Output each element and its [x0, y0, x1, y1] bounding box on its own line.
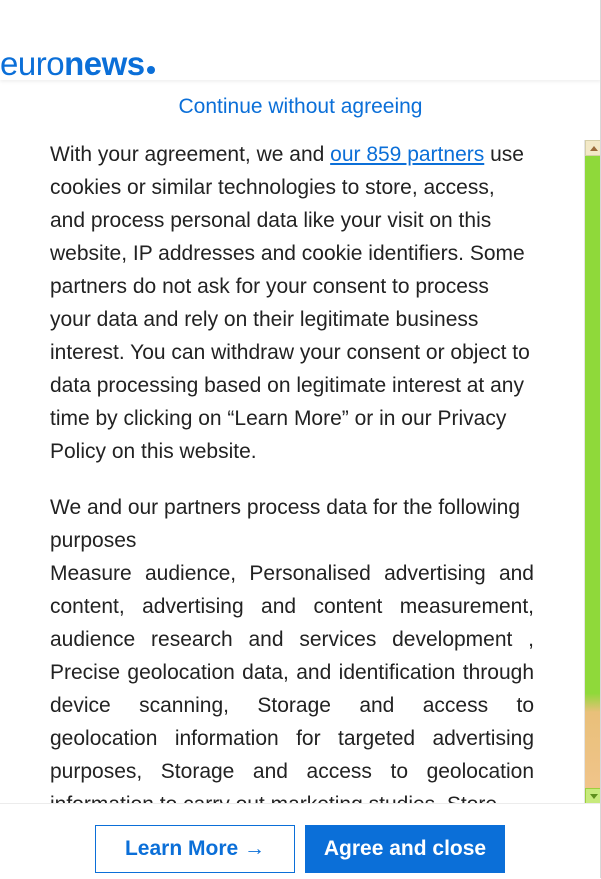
- consent-content: [50, 138, 534, 821]
- arrow-down-icon: [590, 794, 598, 799]
- scroll-down-button[interactable]: [585, 788, 601, 804]
- euronews-logo[interactable]: [0, 44, 155, 84]
- logo-light-text: euro: [0, 45, 65, 82]
- scroll-up-button[interactable]: [585, 140, 601, 156]
- partners-link[interactable]: our 859 partners: [330, 143, 485, 166]
- consent-paragraph: [50, 138, 534, 468]
- scrollbar-thumb[interactable]: [585, 156, 601, 788]
- logo-bold-text: news: [64, 45, 145, 82]
- consent-scroll-area[interactable]: [0, 138, 601, 803]
- site-header: [0, 0, 601, 80]
- logo-dot-icon: [147, 66, 155, 74]
- continue-without-agreeing-link[interactable]: Continue without agreeing: [178, 95, 423, 118]
- agree-and-close-button[interactable]: Agree and close: [305, 825, 505, 873]
- consent-footer: [0, 803, 601, 879]
- learn-more-button[interactable]: Learn More →: [95, 825, 295, 873]
- purposes-list: Measure audience, Personalised advertising and content, advertising and content measurement, audience research and services development , Precise geolocation data, and identification through device scanning, Storage and access to geolocation information for targeted advertising purposes, Storage and access to geolocation: [50, 562, 534, 783]
- purposes-heading: We and our partners process data for the following purposes: [50, 496, 521, 552]
- arrow-up-icon: [590, 146, 598, 151]
- consent-text-start: With your agreement, we and: [50, 143, 331, 166]
- consent-text-rest: use cookies or similar technologies to store, access, and process personal data like your visit on this website, IP addresses and cookie identifiers. Some partners do not ask for your consent to process your data and rely on their legitimate business interest. You can withdraw your consent or object to data processing based on legitimate interest at any time by clicking on “Learn More” or in our Privacy Policy on this website.: [50, 143, 530, 463]
- consent-scrollbar[interactable]: [584, 140, 601, 804]
